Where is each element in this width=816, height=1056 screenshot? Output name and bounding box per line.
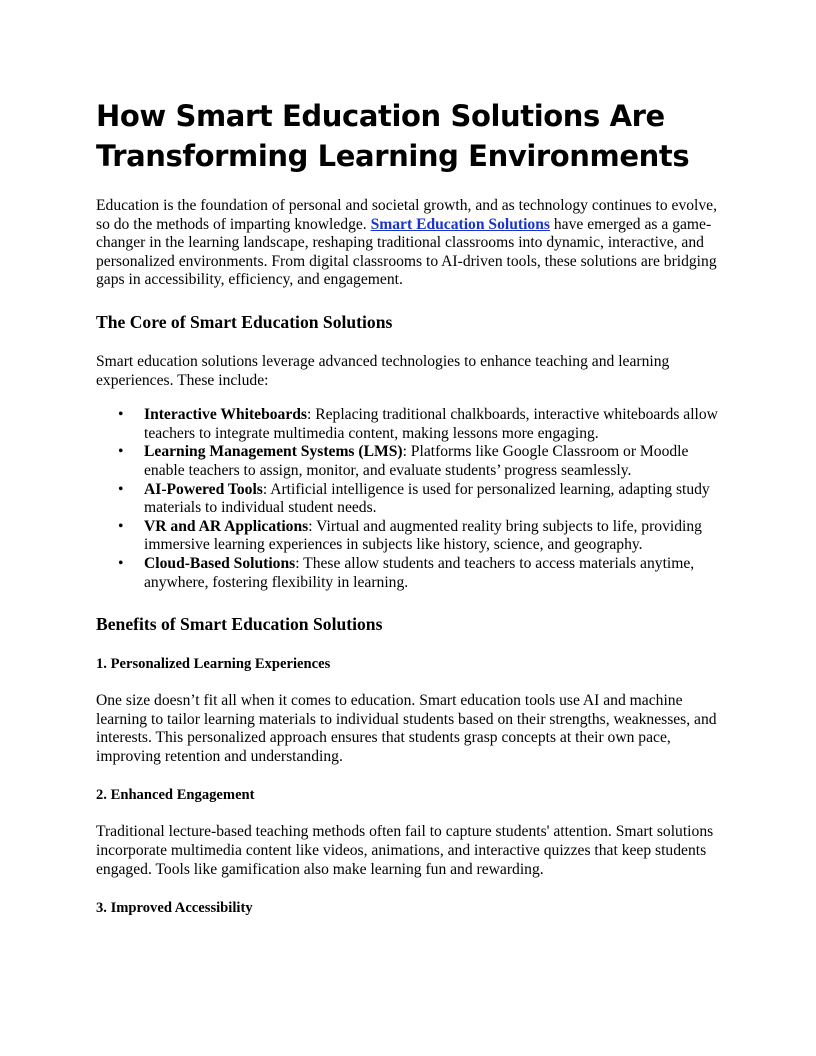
- core-heading: The Core of Smart Education Solutions: [96, 311, 393, 332]
- list-item: [144, 481, 722, 518]
- list-item: [144, 406, 722, 443]
- list-item-term: Learning Management Systems (LMS): [144, 443, 403, 461]
- list-item-description: : Platforms like Google Classroom or Moodle enable teachers to assign, monitor, and evaluate students’ progress seamlessly.: [144, 443, 689, 479]
- list-item-description: : These allow students and teachers to access materials anytime, anywhere, fostering flexibility in learning.: [144, 554, 695, 591]
- smart-education-solutions-link[interactable]: Smart Education Solutions: [370, 215, 550, 233]
- benefits-heading: Benefits of Smart Education Solutions: [96, 614, 383, 635]
- list-item: [144, 555, 722, 592]
- benefit-paragraph-engagement: Traditional lecture-based teaching methods often fail to capture students' attention. Smart solutions incorporate multimedia content like videos, animations, and interactive quizzes that keep students engaged. Tools like gamification also make learning fun and rewarding.: [96, 823, 714, 878]
- list-item-term: VR and AR Applications: [144, 517, 309, 535]
- list-item-term: AI-Powered Tools: [144, 480, 263, 498]
- intro-text-after-link: have emerged as a game-changer in the learning landscape, reshaping traditional classrooms into dynamic, interactive, and personalized environments. From digital classrooms to AI-driven tools, these solutions are bridging gaps in accessibility, efficiency, and engagement.: [96, 215, 717, 289]
- core-paragraph: Smart education solutions leverage advanced technologies to enhance teaching and learning experiences. These include:: [96, 352, 670, 389]
- list-item-term: Cloud-Based Solutions: [144, 554, 296, 572]
- list-item-description: : Virtual and augmented reality bring subjects to life, providing immersive learning experiences in subjects like history, science, and geography.: [144, 517, 702, 554]
- list-item-description: : Replacing traditional chalkboards, interactive whiteboards allow teachers to integrate multimedia content, making lessons more engaging.: [144, 406, 718, 442]
- technology-list: [96, 406, 722, 592]
- intro-paragraph: [96, 197, 722, 290]
- document-page: [96, 96, 722, 917]
- list-item-term: Interactive Whiteboards: [144, 406, 307, 424]
- benefit-heading-engagement: 2. Enhanced Engagement: [96, 787, 255, 804]
- list-item-description: : Artificial intelligence is used for personalized learning, adapting study materials to individual student needs.: [144, 480, 710, 517]
- benefit-paragraph-personalized: One size doesn’t fit all when it comes to education. Smart education tools use AI and machine learning to tailor learning materials to individual students based on their strengths, weaknesses, and interests. This personalized approach ensures that students grasp concepts at their own pace, improving retention and understanding.: [96, 692, 717, 765]
- benefit-heading-accessibility: 3. Improved Accessibility: [96, 900, 253, 917]
- benefit-heading-personalized: 1. Personalized Learning Experiences: [96, 656, 331, 673]
- list-item: [144, 443, 722, 480]
- list-item: [144, 518, 722, 555]
- article-title: How Smart Education Solutions Are Transforming Learning Environments: [96, 99, 690, 173]
- intro-text-before-link: Education is the foundation of personal and societal growth, and as technology continues to evolve, so do the methods of imparting knowledge.: [96, 197, 717, 233]
